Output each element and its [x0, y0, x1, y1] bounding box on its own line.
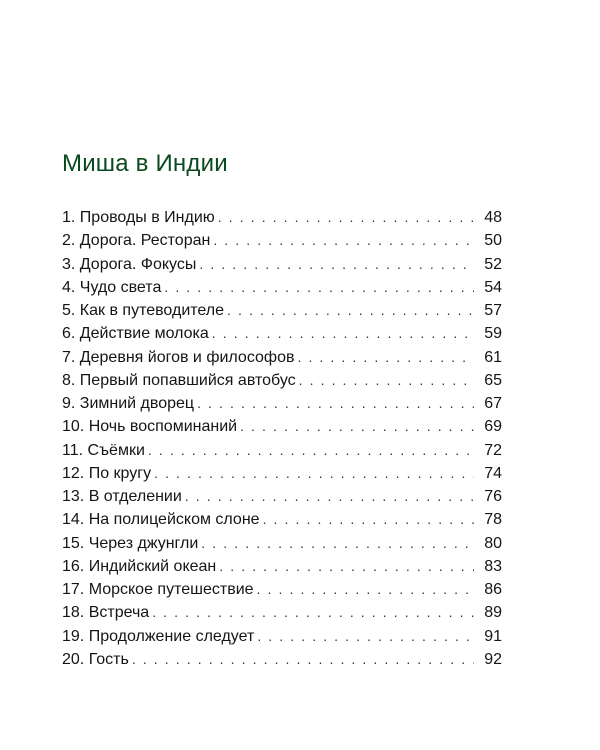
toc-entry-page: 57 [484, 302, 502, 319]
toc-entry [62, 229, 502, 252]
leader-dots [299, 369, 474, 392]
leader-dots [164, 276, 474, 299]
toc-entry [62, 439, 502, 462]
toc-entry-page: 89 [484, 604, 502, 622]
toc-entry-page: 54 [484, 278, 502, 296]
toc-entry-title: 5. Как в путеводителе [62, 302, 224, 319]
toc-entry-title: 7. Деревня йогов и философов [62, 348, 295, 366]
toc-entry-page: 80 [484, 534, 502, 552]
leader-dots [199, 253, 474, 276]
toc-entry-title: 12. По кругу [62, 464, 152, 482]
leader-dots [148, 439, 474, 462]
toc-entry [62, 648, 502, 671]
toc-entry [62, 485, 502, 508]
toc-entry-title: 3. Дорога. Фокусы [62, 255, 197, 273]
toc-entry-title: 8. Первый попавшийся автобус [62, 371, 296, 389]
toc-entry-page: 83 [484, 557, 502, 575]
toc-entry-title: 18. Встреча [62, 604, 150, 622]
toc-entry [62, 601, 502, 624]
toc-entry-page: 72 [484, 441, 502, 459]
leader-dots [132, 648, 474, 671]
toc-entry [62, 253, 502, 276]
toc-entry [62, 392, 502, 415]
leader-dots [263, 508, 474, 531]
toc-entry-page: 50 [484, 232, 502, 250]
toc-entry [62, 555, 502, 578]
leader-dots [185, 485, 474, 508]
leader-dots [257, 578, 474, 601]
toc-entry-title: 19. Продолжение следует [62, 627, 255, 645]
leader-dots [297, 346, 474, 369]
toc-entry-page: 86 [484, 581, 502, 598]
toc-entry [62, 415, 502, 438]
toc-entry-title: 2. Дорога. Ресторан [62, 232, 211, 250]
toc-entry-page: 91 [484, 627, 502, 645]
leader-dots [197, 392, 474, 415]
toc-entry [62, 625, 502, 648]
toc-entry-title: 9. Зимний дворец [62, 395, 195, 412]
toc-entry-title: 10. Ночь воспоминаний [62, 418, 238, 436]
leader-dots [201, 532, 474, 555]
toc-entry-page: 78 [484, 511, 502, 529]
toc-entry [62, 578, 502, 601]
toc-entry-page: 76 [484, 488, 502, 505]
toc-entry [62, 346, 502, 369]
toc-entry-page: 92 [484, 650, 502, 668]
leader-dots [218, 206, 474, 229]
toc-entry-page: 74 [484, 464, 502, 482]
toc-entry-title: 1. Проводы в Индию [62, 209, 215, 226]
toc-entry-title: 17. Морское путешествие [62, 581, 254, 598]
leader-dots [227, 299, 474, 322]
leader-dots [152, 601, 474, 624]
toc-entry-page: 69 [484, 418, 502, 436]
leader-dots [154, 462, 474, 485]
toc-entry [62, 322, 502, 345]
toc-entry-page: 67 [484, 395, 502, 412]
toc-entry-title: 11. Съёмки [62, 441, 145, 459]
toc-entry-page: 61 [484, 348, 502, 366]
toc-entry-page: 59 [484, 325, 502, 343]
toc-entry-title: 15. Через джунгли [62, 534, 199, 552]
leader-dots [212, 322, 474, 345]
toc-entry-title: 14. На полицейском слоне [62, 511, 260, 529]
toc-entry-title: 13. В отделении [62, 488, 182, 505]
leader-dots [213, 229, 474, 252]
toc-entry [62, 462, 502, 485]
toc-entry-title: 6. Действие молока [62, 325, 209, 343]
toc-entry-page: 65 [484, 371, 502, 389]
table-of-contents [62, 206, 502, 671]
toc-entry-title: 16. Индийский океан [62, 557, 217, 575]
toc-entry-title: 20. Гость [62, 650, 129, 668]
toc-entry [62, 508, 502, 531]
toc-entry [62, 532, 502, 555]
toc-entry [62, 276, 502, 299]
section-title: Миша в Индии [62, 150, 228, 177]
toc-entry [62, 206, 502, 229]
toc-entry-page: 48 [484, 209, 502, 226]
leader-dots [219, 555, 474, 578]
leader-dots [257, 625, 474, 648]
toc-entry [62, 299, 502, 322]
toc-entry [62, 369, 502, 392]
toc-entry-title: 4. Чудо света [62, 278, 162, 296]
leader-dots [240, 415, 474, 438]
toc-entry-page: 52 [484, 255, 502, 273]
